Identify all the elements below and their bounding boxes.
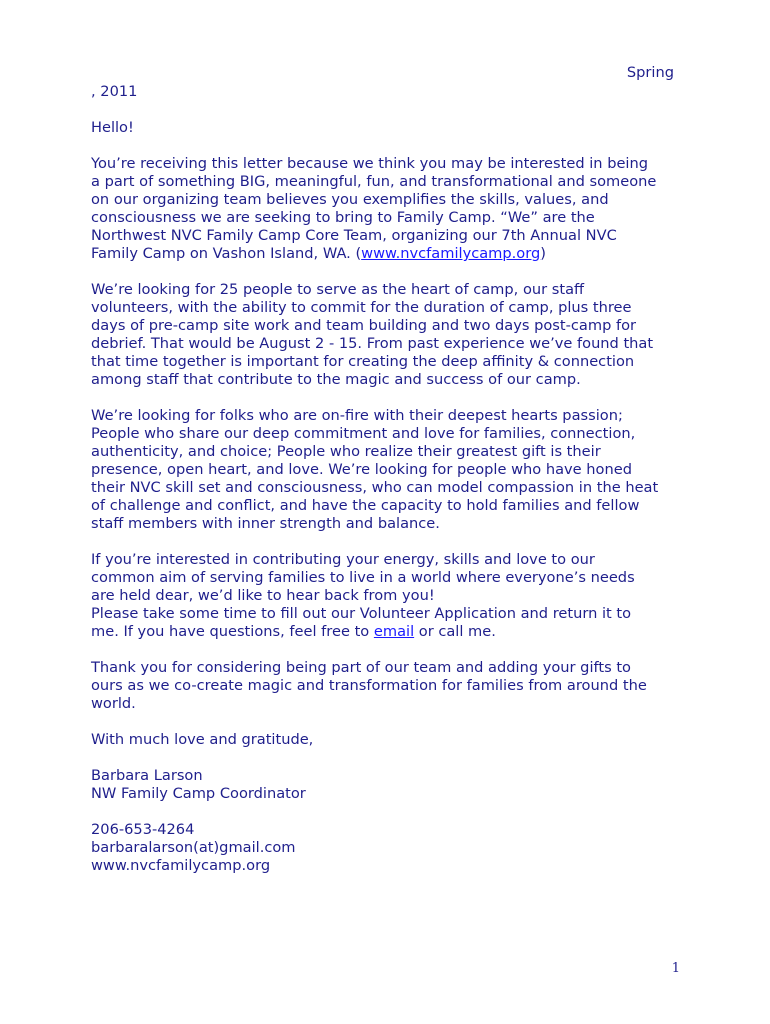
paragraph-line: their NVC skill set and consciousness, who can model compassion in the heat [91,479,659,496]
paragraph-line: Thank you for considering being part of our team and adding your gifts to [91,659,631,676]
paragraph-line: of challenge and conflict, and have the capacity to hold families and fellow [91,497,640,514]
paragraph-line: common aim of serving families to live in a world where everyone’s needs [91,569,635,586]
paragraph-interest [91,551,691,641]
paragraph-line: among staff that contribute to the magic and success of our camp. [91,371,581,388]
text-segment: or call me. [414,623,496,640]
paragraph-line: If you’re interested in contributing your energy, skills and love to our [91,551,595,568]
paragraph-staff [91,281,691,389]
paragraph-line: on our organizing team believes you exemplifies the skills, values, and [91,191,609,208]
paragraph-line: We’re looking for 25 people to serve as the heart of camp, our staff [91,281,585,298]
greeting: Hello! [91,119,134,136]
closing: With much love and gratitude, [91,731,314,748]
paragraph-intro [91,155,691,263]
paragraph-line: days of pre-camp site work and team building and two days post-camp for [91,317,637,334]
paragraph-line: debrief. That would be August 2 - 15. From past experience we’ve found that [91,335,654,352]
paragraph-line: volunteers, with the ability to commit for the duration of camp, plus three [91,299,632,316]
email-link[interactable]: email [373,623,415,640]
page-number: 1 [671,961,680,976]
contact-email: barbaralarson(at)gmail.com [91,839,296,856]
paragraph-line: People who share our deep commitment and love for families, connection, [91,425,636,442]
signature-block [91,767,691,803]
paragraph-line: world. [91,695,136,712]
paragraph-line: that time together is important for creating the deep affinity & connection [91,353,635,370]
contact-block [91,821,691,875]
paragraph-folks [91,407,691,533]
letter-body [91,119,691,893]
contact-phone: 206-653-4264 [91,821,195,838]
paragraph-line: Northwest NVC Family Camp Core Team, organizing our 7th Annual NVC [91,227,617,244]
text-segment: Family Camp on Vashon Island, WA. ( [91,245,362,262]
paragraph-line: ours as we co-create magic and transformation for families from around the [91,677,647,694]
paragraph-line: You’re receiving this letter because we think you may be interested in being [91,155,648,172]
website-link[interactable]: www.nvcfamilycamp.org [361,245,541,262]
date-year: , 2011 [91,83,138,100]
paragraph-line: authenticity, and choice; People who realize their greatest gift is their [91,443,601,460]
paragraph-line [91,623,691,641]
date-season: Spring [626,64,674,81]
text-segment: ) [540,245,546,262]
paragraph-line: presence, open heart, and love. We’re looking for people who have honed [91,461,632,478]
paragraph-line: are held dear, we’d like to hear back from you! [91,587,435,604]
paragraph-line: consciousness we are seeking to bring to Family Camp. “We” are the [91,209,595,226]
paragraph-thanks [91,659,691,713]
signature-title: NW Family Camp Coordinator [91,785,306,802]
paragraph-line: staff members with inner strength and balance. [91,515,440,532]
signature-name: Barbara Larson [91,767,203,784]
paragraph-line [91,245,691,263]
paragraph-line: Please take some time to fill out our Volunteer Application and return it to [91,605,632,622]
text-segment: me. If you have questions, feel free to [91,623,374,640]
paragraph-line: We’re looking for folks who are on-fire with their deepest hearts passion; [91,407,623,424]
paragraph-line: a part of something BIG, meaningful, fun, and transformational and someone [91,173,657,190]
contact-website: www.nvcfamilycamp.org [91,857,271,874]
